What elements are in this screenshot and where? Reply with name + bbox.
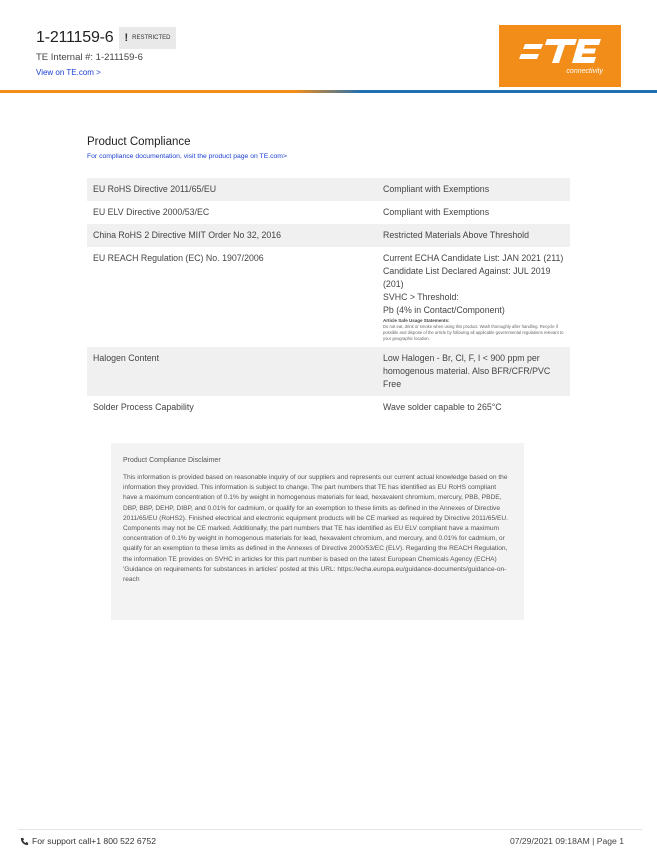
compliance-doc-link[interactable]: For compliance documentation, visit the product page on TE.com>	[87, 153, 287, 160]
table-row	[87, 396, 570, 419]
table-row	[87, 247, 570, 347]
usage-statement-heading: Article Safe Usage Statements:	[383, 318, 450, 323]
row-value: Compliant with Exemptions	[383, 184, 490, 194]
page-header	[0, 0, 657, 93]
logo-tagline: connectivity	[566, 68, 603, 75]
disclaimer-title: Product Compliance Disclaimer	[123, 457, 221, 464]
table-row	[87, 347, 570, 396]
reach-svhc-threshold: SVHC > Threshold:	[383, 292, 459, 302]
compliance-disclaimer	[111, 443, 524, 620]
row-label: China RoHS 2 Directive MIIT Order No 32, 2016	[93, 230, 282, 240]
row-value: Wave solder capable to 265°C	[383, 402, 502, 412]
footer-divider	[18, 829, 642, 830]
restricted-badge	[119, 27, 175, 49]
row-value: Compliant with Exemptions	[383, 207, 490, 217]
header-divider	[0, 90, 657, 93]
row-value: Low Halogen - Br, Cl, F, I < 900 ppm per homogenous material. Also BFR/CFR/PVC Free	[383, 353, 551, 389]
warning-icon: !	[124, 32, 129, 44]
part-number: 1-211159-6	[36, 29, 114, 46]
row-label: EU RoHS Directive 2011/65/EU	[93, 184, 217, 194]
reach-candidate-list: Current ECHA Candidate List: JAN 2021 (211)	[383, 253, 564, 263]
part-number-row	[36, 27, 176, 49]
view-on-te-link[interactable]: View on TE.com >	[36, 68, 101, 77]
restricted-label: RESTRICTED	[132, 35, 171, 41]
te-logo[interactable]	[499, 25, 621, 87]
internal-number: TE Internal #: 1-211159-6	[36, 52, 143, 63]
reach-svhc-substance: Pb (4% in Contact/Component)	[383, 305, 505, 315]
table-row	[87, 178, 570, 201]
row-label: Solder Process Capability	[93, 402, 194, 412]
row-value	[377, 247, 570, 347]
row-label: Halogen Content	[93, 353, 160, 363]
table-row	[87, 224, 570, 247]
support-phone[interactable]	[20, 836, 156, 846]
disclaimer-body: This information is provided based on reasonable inquiry of our suppliers and represents our current actual knowledge based on the information they provided. This information is subject to change. The part numbers that TE has identified as EU RoHS compliant have a maximum concentration of 0.1% by weight in homogenous materials for lead, hexavalent chromium, mercury, PBB, PBDE, DBP, BBP, DEHP, DIBP, and 0.01% for cadmium, or qualify for an exemption to these limits as defined in the Annexes of Directive 2011/65/EU (RoHS2). Finished electrical and electronic equipment products will be CE marked as required by Directive 2011/65/EU. Components may not be CE marked. Additionally, the part numbers that TE has identified as EU ELV compliant have a maximum concentration of 0.1% by weight in homogenous materials for lead, hexavalent chromium, and mercury, and 0.01% for cadmium, or qualify for an exemption to these limits as defined in the Annexes of Directive 2000/53/EC (ELV). Regarding the REACH Regulation, the information TE provides on SVHC in articles for this part number is based on the latest European Chemicals Agency (ECHA) 'Guidance on requirements for substances in articles' posted at this URL: https://echa.europa.eu/guidance-documents/guidance-on-reach	[123, 474, 508, 584]
print-date-page: 07/29/2021 09:18AM | Page 1	[509, 836, 624, 846]
table-row	[87, 201, 570, 224]
compliance-table	[87, 178, 570, 419]
te-logo-mark-icon	[499, 25, 621, 87]
section-title: Product Compliance	[87, 136, 191, 148]
row-label: EU REACH Regulation (EC) No. 1907/2006	[93, 253, 264, 263]
reach-declared-against: Candidate List Declared Against: JUL 2019 (201)	[383, 266, 551, 289]
row-value: Restricted Materials Above Threshold	[383, 230, 530, 240]
support-text: For support call+1 800 522 6752	[32, 836, 156, 846]
phone-icon	[20, 837, 29, 846]
usage-statement-text: Do not eat, drink or smoke when using this product. Wash thoroughly after handling. Recycle if possible and dispose of the article by following all applicable governmental regulations relevant to your geographic location.	[383, 324, 564, 341]
row-label: EU ELV Directive 2000/53/EC	[93, 207, 210, 217]
